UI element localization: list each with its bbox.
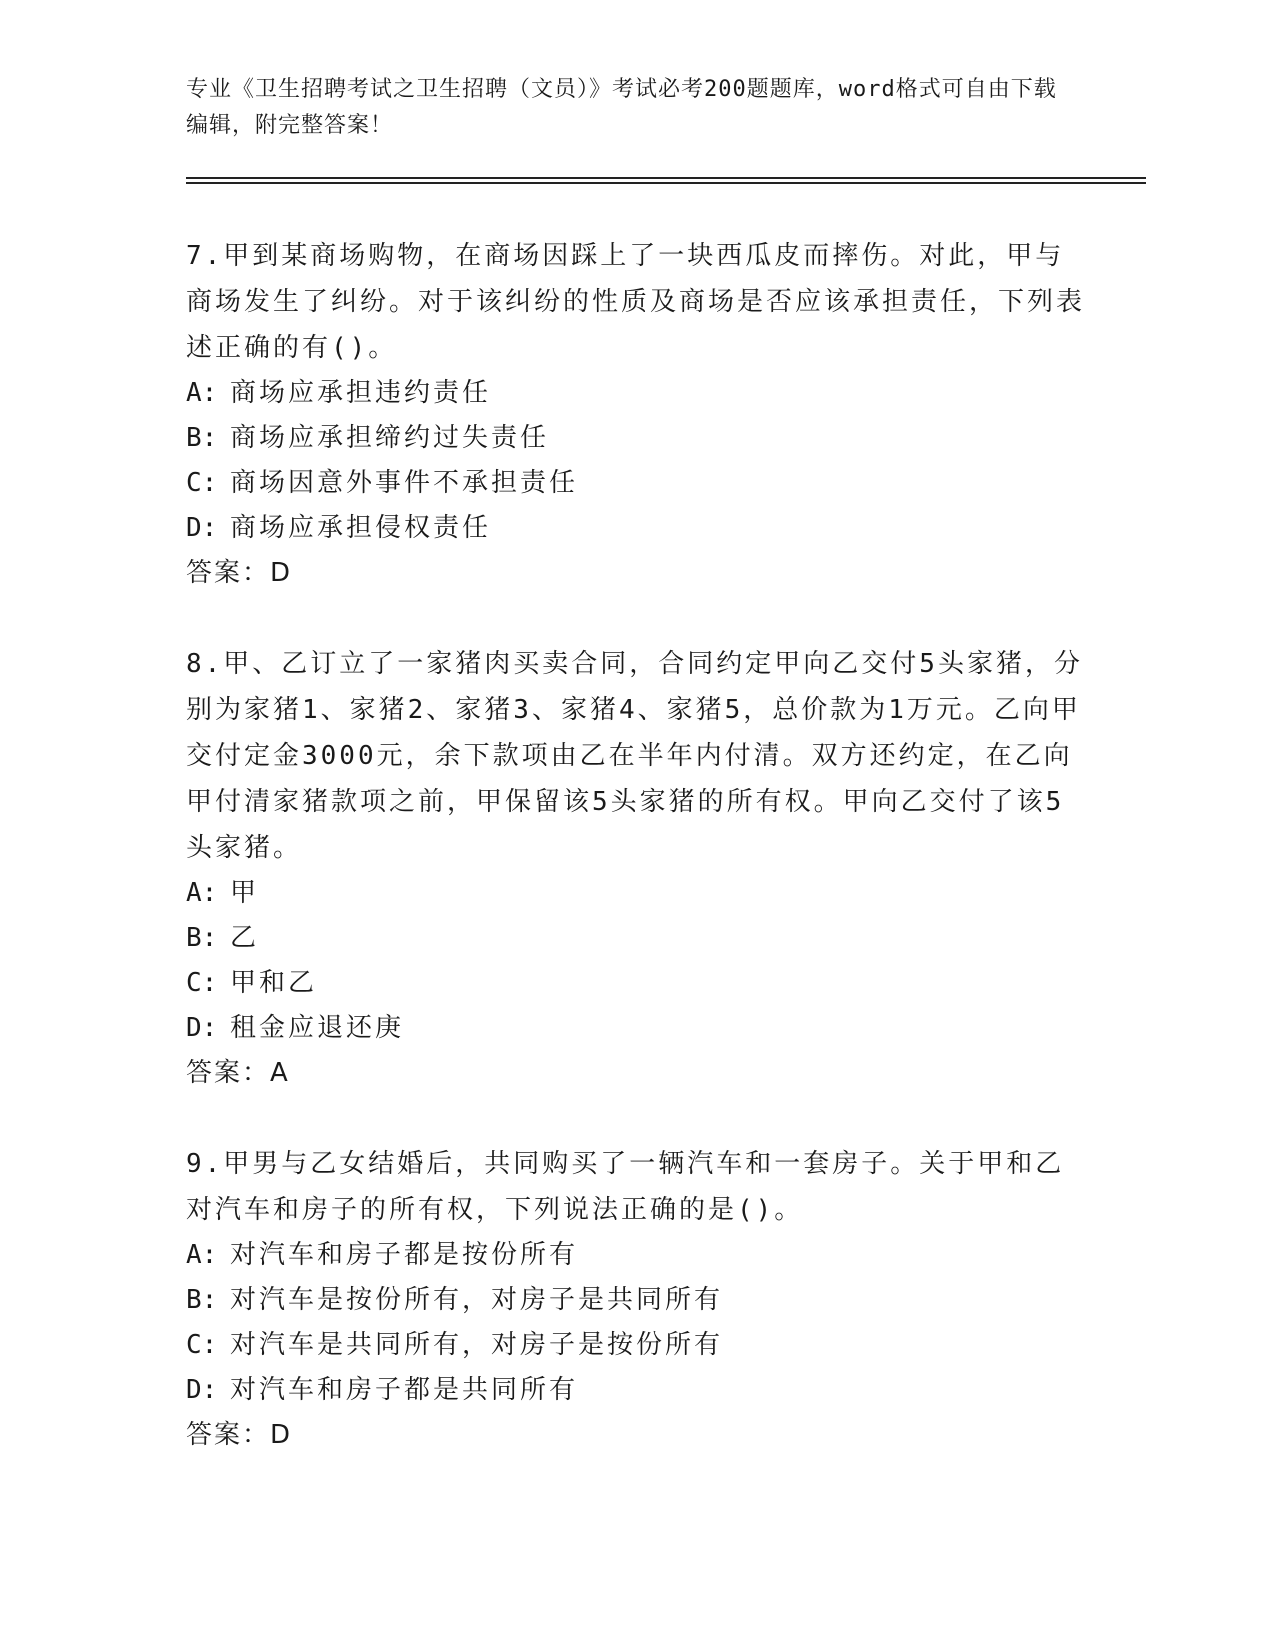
option-text: 乙	[230, 923, 260, 953]
option-text: 对汽车是共同所有，对房子是按份所有	[230, 1330, 724, 1360]
option-text: 对汽车和房子都是按份所有	[230, 1240, 579, 1270]
option-text: 商场因意外事件不承担责任	[230, 468, 579, 498]
option-b	[186, 916, 1086, 961]
answer-line: 答案：A	[186, 1058, 290, 1088]
option-c	[186, 961, 1086, 1006]
option-c	[186, 1323, 1086, 1368]
option-letter: D:	[186, 513, 218, 543]
option-text: 租金应退还庚	[230, 1013, 405, 1043]
question-8	[186, 641, 1086, 1096]
option-text: 对汽车和房子都是共同所有	[230, 1375, 579, 1405]
question-stem: 7.甲到某商场购物，在商场因踩上了一块西瓜皮而摔伤。对此，甲与商场发生了纠纷。对于该纠纷的性质及商场是否应该承担责任，下列表述正确的有()。	[186, 241, 1086, 363]
option-c	[186, 461, 1086, 506]
question-stem: 8.甲、乙订立了一家猪肉买卖合同，合同约定甲向乙交付5头家猪，分别为家猪1、家猪2、家猪3、家猪4、家猪5，总价款为1万元。乙向甲交付定金3000元，余下款项由乙在半年内付清。双方还约定，在乙向甲付清家猪款项之前，甲保留该5头家猪的所有权。甲向乙交付了该5头家猪。	[186, 649, 1083, 863]
question-9	[186, 1141, 1086, 1458]
option-letter: B:	[186, 1285, 218, 1315]
option-letter: A:	[186, 878, 218, 908]
option-letter: C:	[186, 468, 218, 498]
option-a	[186, 871, 1086, 916]
option-letter: A:	[186, 1240, 218, 1270]
question-7	[186, 233, 1086, 596]
option-a	[186, 1233, 1086, 1278]
option-letter: B:	[186, 923, 218, 953]
header-divider-bottom	[186, 182, 1146, 184]
option-letter: C:	[186, 1330, 218, 1360]
option-letter: D:	[186, 1013, 218, 1043]
option-d	[186, 506, 1086, 551]
option-letter: B:	[186, 423, 218, 453]
option-b	[186, 416, 1086, 461]
option-d	[186, 1006, 1086, 1051]
option-d	[186, 1368, 1086, 1413]
answer-line: 答案：D	[186, 558, 293, 588]
option-letter: A:	[186, 378, 218, 408]
option-text: 甲	[230, 878, 260, 908]
question-stem: 9.甲男与乙女结婚后，共同购买了一辆汽车和一套房子。关于甲和乙对汽车和房子的所有权，下列说法正确的是()。	[186, 1149, 1065, 1225]
option-text: 商场应承担违约责任	[230, 378, 492, 408]
option-text: 商场应承担缔约过失责任	[230, 423, 550, 453]
document-header: 专业《卫生招聘考试之卫生招聘（文员）》考试必考200题题库，word格式可自由下载编辑，附完整答案！	[186, 77, 1057, 138]
option-text: 商场应承担侵权责任	[230, 513, 492, 543]
option-text: 甲和乙	[230, 968, 318, 998]
option-a	[186, 371, 1086, 416]
answer-line: 答案：D	[186, 1420, 293, 1450]
option-b	[186, 1278, 1086, 1323]
option-letter: D:	[186, 1375, 218, 1405]
option-letter: C:	[186, 968, 218, 998]
header-divider-top	[186, 177, 1146, 179]
option-text: 对汽车是按份所有，对房子是共同所有	[230, 1285, 724, 1315]
